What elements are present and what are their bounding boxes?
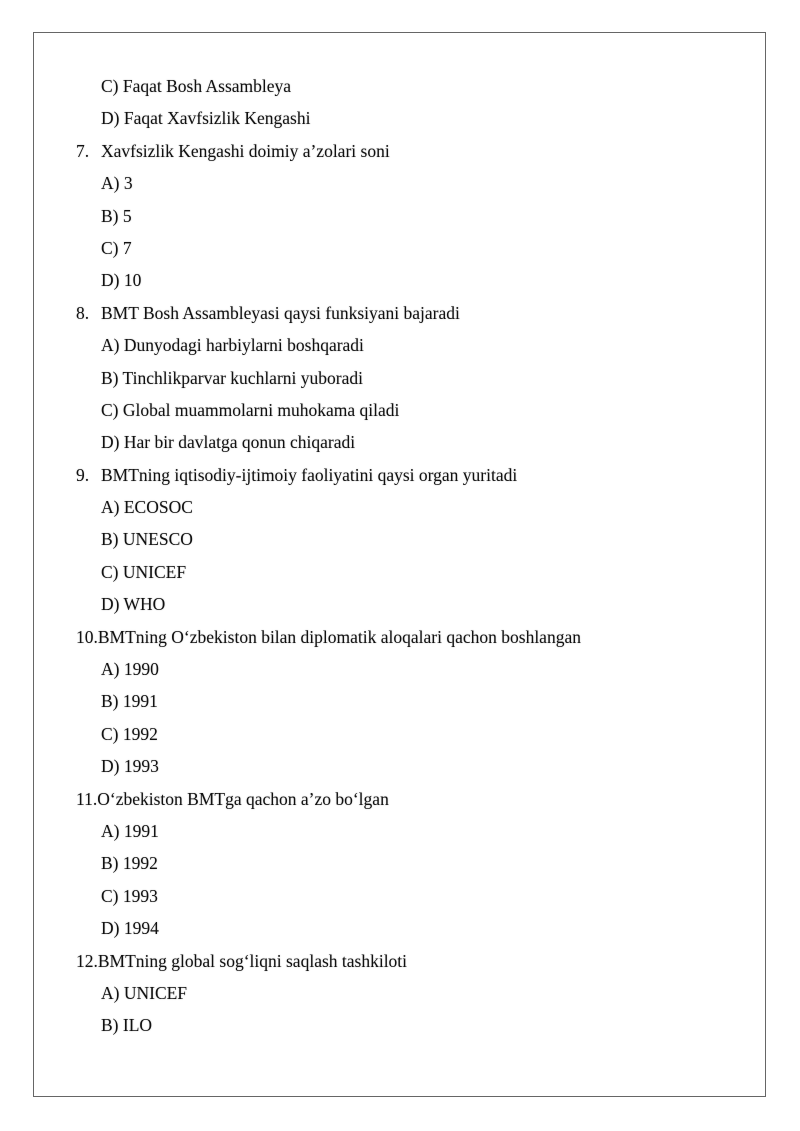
question-number: 11. xyxy=(76,788,98,809)
answer-option: A) UNICEF xyxy=(101,982,188,1003)
question-text: BMTning global sog‘liqni saqlash tashkiloti xyxy=(97,950,408,971)
answer-option: C) 7 xyxy=(101,237,132,258)
question-number: 10. xyxy=(76,626,98,647)
question-text: BMTning iqtisodiy-ijtimoiy faoliyatini qaysi organ yuritadi xyxy=(101,464,518,485)
answer-option: A) 3 xyxy=(101,173,133,194)
question-number: 8. xyxy=(76,302,90,323)
answer-option: C) Global muammolarni muhokama qiladi xyxy=(101,399,400,420)
answer-option: A) 1991 xyxy=(101,820,159,841)
question-line xyxy=(0,297,800,329)
question-number: 12. xyxy=(76,950,98,971)
answer-option: D) 10 xyxy=(101,270,142,291)
question-line xyxy=(0,783,800,815)
question-line xyxy=(0,621,800,653)
question-text: BMTning O‘zbekiston bilan diplomatik aloqalari qachon boshlangan xyxy=(97,626,581,647)
answer-option: C) 1992 xyxy=(101,723,158,744)
question-text: Xavfsizlik Kengashi doimiy a’zolari soni xyxy=(101,140,390,161)
answer-option: C) Faqat Bosh Assambleya xyxy=(101,76,292,96)
answer-option: C) UNICEF xyxy=(101,561,187,582)
answer-option: A) Dunyodagi harbiylarni boshqaradi xyxy=(101,335,364,356)
document-body xyxy=(0,70,800,1042)
answer-option: D) 1994 xyxy=(101,918,159,939)
question-text: BMT Bosh Assambleyasi qaysi funksiyani bajaradi xyxy=(101,302,460,323)
answer-option: C) 1993 xyxy=(101,885,158,906)
answer-option: D) WHO xyxy=(101,594,166,615)
answer-option: B) UNESCO xyxy=(101,529,193,550)
answer-option: D) 1993 xyxy=(101,756,159,777)
answer-option: B) ILO xyxy=(101,1015,153,1036)
question-line xyxy=(0,135,800,167)
answer-option: D) Faqat Xavfsizlik Kengashi xyxy=(101,108,311,129)
question-number: 7. xyxy=(76,140,90,161)
question-text: O‘zbekiston BMTga qachon a’zo bo‘lgan xyxy=(97,788,389,809)
answer-option: D) Har bir davlatga qonun chiqaradi xyxy=(101,432,356,453)
answer-option: B) 5 xyxy=(101,205,132,226)
question-line xyxy=(0,459,800,491)
answer-option: A) ECOSOC xyxy=(101,497,193,518)
answer-option: A) 1990 xyxy=(101,659,159,680)
answer-option: B) 1992 xyxy=(101,853,158,874)
question-number: 9. xyxy=(76,464,90,485)
answer-option: B) 1991 xyxy=(101,691,158,712)
question-line xyxy=(0,945,800,977)
answer-option: B) Tinchlikparvar kuchlarni yuboradi xyxy=(101,367,363,388)
